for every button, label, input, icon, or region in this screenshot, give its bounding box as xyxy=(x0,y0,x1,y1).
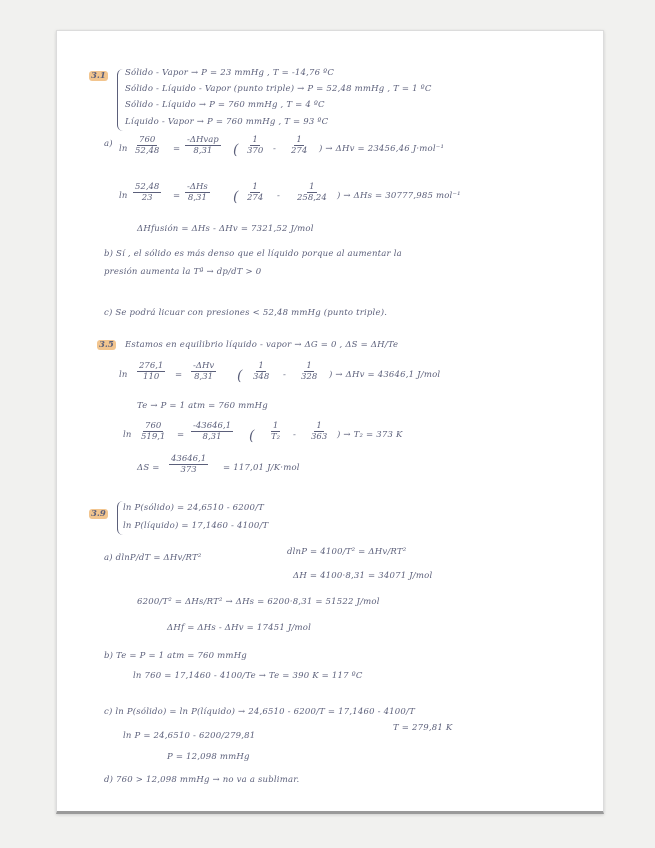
minus: - xyxy=(293,430,297,440)
result: ) → ΔHv = 23456,46 J·mol⁻¹ xyxy=(319,144,445,154)
fraction: $\frac{276,1}{110}$ xyxy=(139,361,164,382)
part-c-line: ln P = 24,6510 - 6200/279,81 xyxy=(123,731,256,741)
fraction: $\frac{1}{370}$ xyxy=(247,135,264,156)
problem-number: 3.1 xyxy=(91,71,106,81)
fraction: -ΔHvap 8,31 xyxy=(187,135,219,156)
part-d-line: d) 760 > 12,098 mmHg → no va a sublimar. xyxy=(104,775,300,785)
part-c-line: c) ln P(sólido) = ln P(líquido) → 24,6510 - 6200/T = 17,1460 - 4100/T xyxy=(104,707,415,717)
fraction: $\frac{43646,1}{373}$ xyxy=(171,454,207,475)
part-a-line: a) dlnP/dT = ΔHv/RT² xyxy=(104,553,202,563)
phase-line: Sólido - Líquido - Vapor (punto triple) → P = 52,48 mmHg , T = 1 ºC xyxy=(125,84,432,94)
equals: = xyxy=(175,370,183,380)
fraction: -ΔHs 8,31 xyxy=(187,182,208,203)
part-b-line: ln 760 = 17,1460 - 4100/Te → Te = 390 K = 117 ºC xyxy=(133,671,363,681)
entropy-result: = 117,01 J/K·mol xyxy=(223,463,300,473)
fraction: $\frac{1}{348}$ xyxy=(253,361,270,382)
ln-label: ln xyxy=(119,370,128,380)
equals: = xyxy=(177,430,185,440)
paren: ( xyxy=(249,428,255,444)
result: ) → T₂ = 373 K xyxy=(337,430,403,440)
fraction: $\frac{1}{274}$ xyxy=(291,135,308,156)
phase-line: Líquido - Vapor → P = 760 mmHg , T = 93 ºC xyxy=(125,117,329,127)
phase-line: Sólido - Líquido → P = 760 mmHg , T = 4 ºC xyxy=(125,100,325,110)
paren: ( xyxy=(233,189,239,205)
minus: - xyxy=(273,144,277,154)
result: ) → ΔHs = 30777,985 mol⁻¹ xyxy=(337,191,461,201)
minus: - xyxy=(277,191,281,201)
fraction: $\frac{1}{\text{T₂}}$ xyxy=(271,421,281,442)
fraction: $\frac{1}{363}$ xyxy=(311,421,328,442)
ln-label: ln xyxy=(119,191,128,201)
vap-enthalpy: ΔH = 4100·8,31 = 34071 J/mol xyxy=(293,571,433,581)
paren: ( xyxy=(237,368,243,384)
part-a-line: dlnP = 4100/T² = ΔHv/RT² xyxy=(287,547,407,557)
part-c-line: c) Se podrá licuar con presiones < 52,48 mmHg (punto triple). xyxy=(104,308,388,318)
fraction: $\frac{52,48}{23}$ xyxy=(135,182,160,203)
fraction: -ΔHv 8,31 xyxy=(193,361,215,382)
paren: ( xyxy=(233,142,239,158)
fraction: $\frac{1}{274}$ xyxy=(247,182,264,203)
ln-label: ln xyxy=(123,430,132,440)
triple-pressure: P = 12,098 mmHg xyxy=(167,752,250,762)
boiling-temp-line: Te → P = 1 atm = 760 mmHg xyxy=(137,401,268,411)
result: ) → ΔHv = 43646,1 J/mol xyxy=(329,370,441,380)
equals: = xyxy=(173,144,181,154)
fraction: $\frac{760}{52,48}$ xyxy=(135,135,160,156)
fusion-enthalpy: ΔHf = ΔHs - ΔHv = 17451 J/mol xyxy=(167,623,311,633)
fraction: $\frac{1}{258,24}$ xyxy=(297,182,327,203)
fusion-enthalpy: ΔHfusión = ΔHs - ΔHv = 7321,52 J/mol xyxy=(137,224,314,234)
equilibrium-line: Estamos en equilibrio líquido - vapor → ΔG = 0 , ΔS = ΔH/Te xyxy=(125,340,399,350)
triple-temp: T = 279,81 K xyxy=(393,723,453,733)
part-b-line: b) Sí , el sólido es más denso que el líquido porque al aumentar la xyxy=(104,249,402,259)
part-b-line: presión aumenta la Tª → dp/dT > 0 xyxy=(104,267,262,277)
equals: = xyxy=(173,191,181,201)
notebook-page xyxy=(56,30,604,814)
entropy-lhs: ΔS = xyxy=(137,463,160,473)
solid-equation: ln P(sólido) = 24,6510 - 6200/T xyxy=(123,503,265,513)
fraction: $\frac{-43646,1}{8,31}$ xyxy=(193,421,232,442)
phase-line: Sólido - Vapor → P = 23 mmHg , T = -14,76 ºC xyxy=(125,68,335,78)
liquid-equation: ln P(líquido) = 17,1460 - 4100/T xyxy=(123,521,269,531)
fraction: $\frac{760}{519,1}$ xyxy=(141,421,166,442)
fraction: $\frac{1}{328}$ xyxy=(301,361,318,382)
part-b-line: b) Te = P = 1 atm = 760 mmHg xyxy=(104,651,247,661)
ln-label: ln xyxy=(119,144,128,154)
part-label: a) xyxy=(104,139,113,149)
minus: - xyxy=(283,370,287,380)
problem-number: 3.5 xyxy=(99,340,114,350)
sub-enthalpy: 6200/T² = ΔHs/RT² → ΔHs = 6200·8,31 = 51522 J/mol xyxy=(137,597,380,607)
brace xyxy=(117,69,124,131)
problem-number: 3.9 xyxy=(91,509,106,519)
